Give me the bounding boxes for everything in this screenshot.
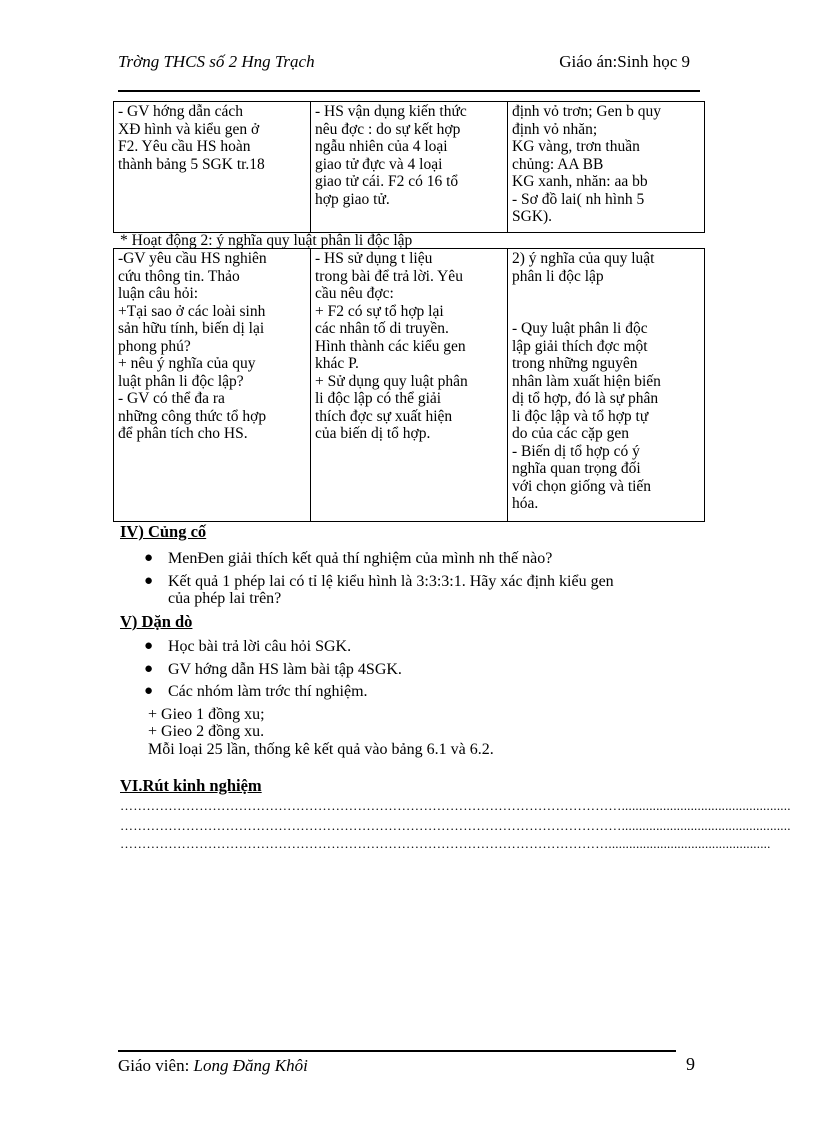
list-item [140, 550, 614, 568]
cell-line: + F2 có sự tổ hợp lại [315, 302, 444, 320]
cell-line: KG xanh, nhăn: aa bb [512, 173, 648, 190]
section-5-list [140, 638, 402, 706]
cell-line: 2) ý nghĩa của quy luật [512, 250, 655, 267]
bullet-icon: ● [144, 572, 154, 589]
cell-line: thành bảng 5 SGK tr.18 [118, 155, 265, 173]
list-item [140, 661, 402, 679]
bullet-icon: ● [144, 660, 154, 677]
cell-line: định vỏ nhăn; [512, 120, 598, 138]
section-4-heading: IV) Củng cố [120, 522, 207, 541]
cell-line: do của các cặp gen [512, 425, 630, 442]
table-row [114, 102, 705, 233]
instruction-line: Mỗi loại 25 lần, thống kê kết quả vào bảng 6.1 và 6.2. [148, 741, 494, 758]
list-item-text: Các nhóm làm trớc thí nghiệm. [168, 683, 368, 700]
cell-line: - Sơ đồ lai( nh hình 5 [512, 190, 645, 208]
cell-line: lập giải thích đợc một [512, 337, 648, 355]
content-cell [508, 102, 705, 233]
cell-line: hợp giao tử. [315, 190, 390, 208]
cell-line: giao tử cái. F2 có 16 tổ [315, 173, 459, 190]
cell-line: nghĩa quan trọng đối [512, 460, 641, 477]
cell-line: trong bài để trả lời. Yêu [315, 267, 463, 285]
cell-line: nhân làm xuất hiện biến [512, 372, 661, 390]
page-footer [118, 1056, 308, 1076]
cell-line: cứu thông tin. Thảo [118, 267, 240, 285]
teacher-activity-cell [114, 249, 311, 522]
cell-line: để phân tích cho HS. [118, 425, 248, 442]
content-cell [508, 249, 705, 522]
cell-line: - GV có thể đa ra [118, 390, 225, 407]
footer-divider [118, 1050, 676, 1052]
cell-line: trong những nguyên [512, 355, 638, 372]
cell-line: sản hữu tính, biến dị lại [118, 320, 265, 337]
cell-line: + nêu ý nghĩa của quy [118, 355, 256, 372]
dotted-line: …………………………………………………………………………………………………............................................... [120, 836, 771, 851]
cell-line: định vỏ trơn; Gen b quy [512, 103, 661, 120]
student-activity-cell [311, 249, 508, 522]
cell-line: ngẫu nhiên của 4 loại [315, 138, 448, 155]
cell-line: XĐ hình và kiểu gen ở [118, 120, 260, 138]
page-header [118, 52, 698, 82]
teacher-label: Giáo viên: [118, 1056, 194, 1075]
list-item-text: MenĐen giải thích kết quả thí nghiệm của mình nh thế nào? [168, 550, 553, 567]
list-item [140, 573, 614, 608]
cell-line: hóa. [512, 495, 539, 512]
bullet-icon: ● [144, 550, 154, 566]
list-item [140, 683, 402, 701]
dotted-line: ……………………………………………………………………………………………………................................................. [120, 818, 791, 833]
list-item-text: Kết quả 1 phép lai có tỉ lệ kiểu hình là 3:3:3:1. Hãy xác định kiểu gen [168, 572, 614, 590]
cell-line [512, 303, 700, 321]
instruction-line: + Gieo 1 đồng xu; [148, 706, 265, 723]
cell-line [512, 285, 700, 303]
instruction-line: + Gieo 2 đồng xu. [148, 723, 265, 740]
cell-line: chủng: AA BB [512, 155, 604, 173]
subject-title: Giáo án:Sinh học 9 [559, 52, 690, 71]
cell-line: +Tại sao ở các loài sinh [118, 302, 266, 320]
cell-line: luận câu hỏi: [118, 285, 199, 302]
cell-line: các nhân tố di truyền. [315, 320, 449, 337]
bullet-icon: ● [144, 638, 154, 654]
table-row [114, 249, 705, 522]
page-number: 9 [686, 1054, 695, 1074]
list-item-text: GV hớng dẫn HS làm bài tập 4SGK. [168, 660, 402, 678]
activity1-table [113, 101, 705, 233]
cell-line: phân li độc lập [512, 267, 604, 285]
cell-line: nêu đợc : do sự kết hợp [315, 120, 461, 138]
bullet-icon: ● [144, 683, 154, 699]
student-activity-cell [311, 102, 508, 233]
activity2-title: * Hoạt động 2: ý nghĩa quy luật phân li độc lập [120, 232, 413, 249]
cell-line: với chọn giống và tiến [512, 477, 652, 495]
section-6-heading: VI.Rút kinh nghiệm [120, 776, 262, 795]
cell-line: SGK). [512, 208, 553, 225]
cell-line: của biến dị tổ hợp. [315, 425, 431, 442]
cell-line: phong phú? [118, 337, 191, 355]
activity2-table [113, 248, 705, 522]
cell-line: - HS vận dụng kiến thức [315, 103, 467, 120]
cell-line: - Biến dị tổ hợp có ý [512, 442, 640, 460]
teacher-name: Long Đăng Khôi [193, 1056, 308, 1075]
cell-line: cầu nêu đợc: [315, 285, 394, 302]
cell-line: li độc lập có thể giải [315, 390, 442, 407]
cell-line: luật phân li độc lập? [118, 372, 244, 390]
school-name: Trờng THCS số 2 Hng Trạch [118, 52, 315, 71]
cell-line: thích đợc sự xuất hiện [315, 407, 453, 425]
cell-line: giao tử đực và 4 loại [315, 155, 443, 173]
dotted-line: ……………………………………………………………………………………………………................................................. [120, 798, 791, 813]
cell-line: + Sử dụng quy luật phân [315, 372, 468, 390]
cell-line: Hình thành các kiểu gen [315, 337, 466, 355]
cell-line: - GV hớng dẫn cách [118, 103, 243, 120]
list-item [140, 638, 402, 656]
section-5-heading: V) Dặn dò [120, 612, 193, 631]
section-4-list [140, 550, 614, 613]
list-item-text: của phép lai trên? [168, 590, 282, 607]
cell-line: - Quy luật phân li độc [512, 320, 648, 337]
list-item-text: Học bài trả lời câu hỏi SGK. [168, 638, 352, 655]
cell-line: những công thức tổ hợp [118, 407, 267, 425]
cell-line: F2. Yêu cầu HS hoàn [118, 138, 251, 155]
teacher-activity-cell [114, 102, 311, 233]
cell-line: dị tổ hợp, đó là sự phân [512, 390, 659, 407]
cell-line: li độc lập và tổ hợp tự [512, 407, 649, 425]
cell-line: KG vàng, trơn thuần [512, 138, 640, 155]
cell-line: -GV yêu cầu HS nghiên [118, 250, 267, 267]
cell-line: - HS sử dụng t liệu [315, 250, 433, 267]
cell-line: khác P. [315, 355, 359, 372]
header-divider [118, 90, 700, 92]
